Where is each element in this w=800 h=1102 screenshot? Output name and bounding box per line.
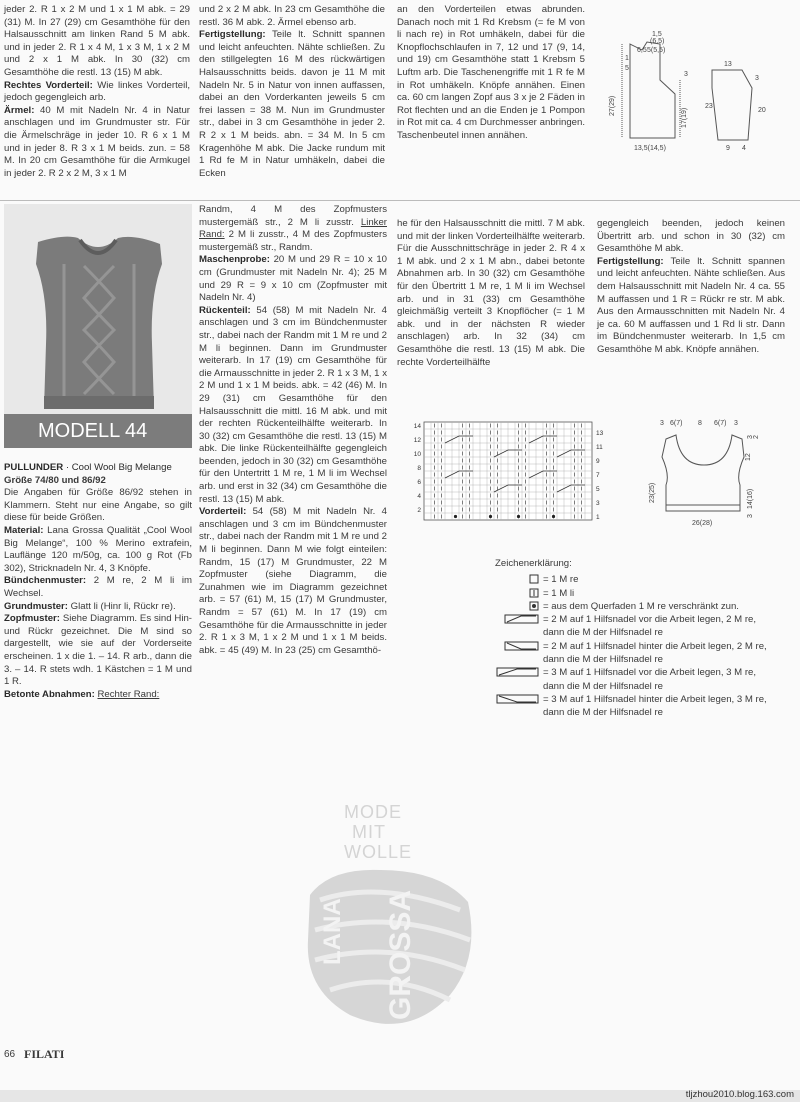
logo-brand-text: LANA [319, 898, 346, 965]
chart-row-label: 2 [417, 507, 421, 514]
logo-text: MODE [344, 802, 402, 822]
dim-label: 20 [758, 107, 766, 114]
chart-row-label: 6 [417, 479, 421, 486]
top-column-3 [397, 4, 585, 143]
empty-square-icon [495, 574, 539, 584]
cable-pattern-chart [408, 418, 613, 528]
dim-label: 14(16) [747, 488, 754, 509]
dim-label: 3 [755, 75, 759, 82]
sleeve-outline [712, 70, 752, 140]
dim-label: 3 [660, 420, 664, 427]
dim-label: 17(19) [681, 107, 688, 128]
dim-label: 5 [625, 65, 629, 72]
magazine-name: FILATI [24, 1047, 65, 1061]
dim-label: 12 [745, 453, 752, 461]
heading: Vorderteil: [199, 506, 247, 518]
symbol-legend [495, 557, 775, 720]
instruction-column-c [397, 218, 585, 369]
heading: Bündchenmuster: [4, 575, 87, 587]
model-subname: · Cool Wool Big Melange [63, 462, 172, 473]
text-block: 20 M und 29 R = 10 x 10 cm (Grundmuster mit Nadeln Nr. 4); 25 M und 29 R = 9 x 10 cm (Zopfmuster mit Nadeln Nr. 4) [199, 254, 387, 304]
legend-item [495, 600, 775, 613]
model-name: PULLUNDER [4, 462, 64, 473]
text-block: 2 M li zusstr., 4 M des Zopfmusters mustergemäß str., Randm. [199, 229, 387, 253]
dim-label: 9 [726, 145, 730, 152]
instruction-column-d [597, 218, 785, 357]
bottom-strip [0, 1090, 800, 1102]
chart-row-label: 12 [413, 437, 421, 444]
logo-brand-text: GROSSA [384, 889, 417, 1020]
heading: Rückenteil: [199, 304, 251, 316]
cable-cross-left-icon [495, 614, 539, 624]
increase-dot [454, 515, 457, 518]
text-block: Wie linkes Vorderteil, jedoch gegengleich arb. [4, 79, 191, 104]
logo-text: WOLLE [344, 842, 413, 862]
chart-row-label: 5 [596, 486, 600, 493]
chart-row-label: 7 [596, 472, 600, 479]
chart-row-label: 10 [413, 451, 421, 458]
dim-label: 4 [742, 145, 746, 152]
instruction-column-b [199, 204, 387, 657]
chart-row-label: 1 [596, 514, 600, 521]
page-number: 66 [4, 1049, 16, 1060]
legend-item [495, 573, 775, 586]
dim-label: 8 [698, 420, 702, 427]
legend-text: = 3 M auf 1 Hilfsnadel vor die Arbeit legen, 3 M re, dann die M der Hilfsnadel re [543, 667, 757, 692]
cable-cross-right-icon [495, 641, 539, 651]
legend-item [495, 613, 775, 640]
heading: Betonte Abnahmen: [4, 688, 95, 700]
dim-label: (6,5) [650, 38, 665, 45]
cable-cross-right-wide-icon [495, 694, 539, 704]
dim-label: 2 [753, 435, 760, 439]
dim-label: 3 [734, 420, 738, 427]
text-block: Siehe Diagramm. Es sind Hin- und Rückr gezeichnet. Die M sind so dargestellt, wie sie auf der Vorderseite erscheinen. 1 x die 1. – 14. R arb., dann die 3. – 14. R stets wdh. 1 Kästchen = 1 M und 1 R. [4, 613, 192, 688]
dim-label: 3 [747, 435, 754, 439]
model-title: MODELL 44 [38, 420, 148, 442]
text-block: 40 M mit Nadeln Nr. 4 in Natur anschlagen und im Grundmuster str. Für die Ärmelschräge in jeder 10. R 6 x 1 M und in jeder 8. R 3 x 1 M beids. zun. = 58 M. In 20 cm Gesamthöhe für die Armkugel in jeder 2. R 2 x 2 M, 3 x 1 M [4, 104, 190, 179]
text-block: Lana Grossa Qualität „Cool Wool Big Melange“, 100 % Merino extrafein, Lauflänge 120 m/50g, ca. 100 g Rot (Fb 302), Stricknadeln Nr. 4, 3 Knöpfe. [4, 524, 192, 574]
text-block: Teile lt. Schnitt spannen und leicht anfeuchten. Nähte schließen. Zu den stillgelegten 16 M des rückwärtigen Halsausschnitts beids. davon je 11 M mit Nadeln Nr. 5 in Natur von innen auffassen, dabei an den Vorderkanten jeweils 5 cm frei lassen = 38 M. Nun im Grundmuster str., dabei in 3 cm Gesamthöhe in jeder 2. R 2 x 1 M beids. abn. = 34 M. In 5 cm Kragenhöhe M abk. Die Jacke rundum mit 1 Rd fe M in Natur umhäkeln, dabei die Ecken [199, 29, 385, 179]
legend-text: = aus dem Querfaden 1 M re verschränkt zun. [543, 600, 739, 612]
section-divider [0, 200, 800, 201]
dim-label: 1 [625, 55, 629, 62]
text-block: 54 (58) M mit Nadeln Nr. 4 anschlagen und 3 cm im Bündchenmuster str., dabei nach der Randm mit 1 M re und 2 M li beginnen. Dann im Grundmuster weiterarb. In 17 (19) cm Gesamthöhe für die Armausschnitte in jeder 2. R 1 x 3 M, 1 x 2 M und 1 x 1 M beids. abk. = 42 (46) M. In 29 (31) cm Gesamthöhe für den Halsausschnitt die mittl. 16 M abk. und mit der rechten Rückenteilhälfte weiterarb. In 30 (32) cm Gesamthöhe die restl. 13 (15) M abk. Die linke Rückenteilhälfte gegengleich beenden, jedoch in 30 (32) cm Gesamthöhe für den Untertritt 1 M re, 1 M li im Wechsel arb. und erst in 32 (34) cm Gesamthöhe die restl. 13 (15) M abk. [199, 304, 387, 505]
heading: Fertigstellung: [199, 29, 266, 41]
chart-row-label: 13 [596, 430, 604, 437]
text-block: Glatt li (Hinr li, Rückr re). [70, 600, 176, 612]
dot-square-icon [495, 601, 539, 611]
dim-label: 6,5 [637, 47, 647, 54]
legend-text: = 2 M auf 1 Hilfsnadel hinter die Arbeit legen, 2 M re, dann die M der Hilfsnadel re [543, 640, 767, 666]
text-block: he für den Halsausschnitt die mittl. 7 M abk. und mit der linken Vorderteilhälfte weiterarb. Für die Ausschnittschräge in jeder 2. R 4 x 1 M abk. und 2 x 1 M abn., dabei betonte Abnahmen arb. In 30 (32) cm Gesamthöhe für den Übertritt 1 M re, 1 M li im Wechsel arb. und in 31 (33) cm Gesamthöhe gleichmäßig verteilt 3 Knopflöcher (= 1 M abk. und in der nächsten R wieder anschlagen) arb. In 32 (34) cm Gesamthöhe die restl. 13 (15) M abk. Die rechte Vorderteilhälfte [397, 218, 585, 368]
model-title-banner [4, 414, 192, 448]
model-size: Größe 74/80 und 86/92 [4, 474, 106, 486]
cable-cross-left-wide-icon [495, 667, 539, 677]
heading: Zopfmuster: [4, 613, 60, 625]
mode-mit-wolle-logo [300, 790, 480, 1050]
model-photo [4, 204, 192, 414]
text-block: gegengleich beenden, jedoch keinen Übertritt arb. und schon in 30 (32) cm Gesamthöhe M abk. [597, 218, 785, 255]
dim-label: 5(5,5) [647, 47, 666, 54]
text-block: jeder 2. R 1 x 2 M und 1 x 1 M abk. = 29 (31) M. In 27 (29) cm Gesamthöhe für den Halsausschnitt am linken Rand 5 M abk. und in jeder 2. R 1 x 4 M, 1 x 3 M, 1 x 2 M und 2 x 1 M abk. In 30 (32) cm Gesamthöhe die restl. 13 (15) M abk. [4, 4, 190, 78]
legend-text: = 1 M li [543, 587, 575, 599]
heading: Grundmuster: [4, 600, 68, 612]
dim-label: 6(7) [670, 420, 683, 427]
dim-label: 27(29) [609, 95, 616, 116]
top-column-2 [199, 4, 385, 180]
text-block: und 2 x 2 M abk. In 23 cm Gesamthöhe die restl. 36 M abk. 2. Ärmel ebenso arb. [199, 4, 385, 28]
legend-text: = 3 M auf 1 Hilfsnadel hinter die Arbeit legen, 3 M re, dann die M der Hilfsnadel re [543, 693, 767, 719]
vest-photo-shape [36, 237, 162, 409]
dim-label: 3 [684, 71, 688, 78]
chart-row-label: 9 [596, 458, 600, 465]
text-block: an den Vorderteilen etwas abrunden. Danach noch mit 1 Rd Krebsm (= fe M von li nach re) in Rot umhäkeln, dabei für die Knopflochschlaufen in 7, 12 und 17 (9, 14, und 19) cm Gesamthöhe statt 1 Krebsm 5 Luftm arb. Die Taschenengriffe mit 1 R fe M in Rot umhäkeln. Knöpfe annähen. Einen ca. 60 cm langen Zopf aus 3 x je 2 Fäden in Rot flechten und an die Enden je 1 Pompon in Rot mit ca. 4 cm Durchmesser anbringen. Taschenbeutel innen annähen. [397, 4, 585, 141]
chart-row-label: 4 [417, 493, 421, 500]
legend-item [495, 693, 775, 720]
dash-square-icon [495, 588, 539, 598]
heading: Fertigstellung: [597, 255, 664, 267]
increase-dot [489, 515, 492, 518]
legend-item [495, 640, 775, 667]
chart-row-label: 11 [596, 444, 603, 451]
legend-text: = 2 M auf 1 Hilfsnadel vor die Arbeit legen, 2 M re, dann die M der Hilfsnadel re [543, 614, 757, 639]
legend-text: = 1 M re [543, 574, 579, 586]
dim-label: 26(28) [692, 520, 713, 527]
dim-label: 13,5(14,5) [634, 145, 666, 152]
dim-label: 1,5 [652, 31, 662, 38]
heading: Ärmel: [4, 104, 35, 116]
vest-schematic [640, 413, 780, 528]
dim-label: 3 [747, 514, 754, 518]
watermark-credit: tljzhou2010.blog.163.com [685, 1089, 794, 1100]
text-block: Teile lt. Schnitt spannen und leicht anfeuchten. Nähte schließen. Aus dem Halsausschnitt mit Nadeln Nr. 4 ca. 55 M auffassen und 1 R = Rückr re str. M abk. Aus den Armausschnitten mit Nadeln Nr. 4 je ca. 60 M auffassen und 1 Rd li str. Dann im Bündchenmuster weiterarb. In 1,5 cm Gesamthöhe M abk. Knöpfe annähen. [597, 255, 785, 355]
dim-label: 23 [705, 103, 713, 110]
dim-label: 13 [724, 61, 732, 68]
heading: Material: [4, 524, 44, 536]
model-column [4, 462, 192, 701]
text-block: Randm, 4 M des Zopfmusters mustergemäß str., 2 M li zusstr. [199, 204, 387, 228]
chart-row-label: 8 [417, 465, 421, 472]
text-block: 2 M re, 2 M li im Wechsel. [4, 575, 192, 599]
text-underlined: Rechter Rand: [97, 688, 160, 700]
legend-item [495, 666, 775, 693]
heading: Rechtes Vorderteil: [4, 79, 93, 91]
heading: Maschenprobe: [199, 254, 270, 266]
legend-item [495, 587, 775, 600]
front-piece-outline [630, 42, 675, 138]
dim-label: 6(7) [714, 420, 727, 427]
text-underlined: Linker Rand: [199, 216, 387, 241]
jacket-schematic [600, 28, 790, 158]
text-block: Die Angaben für Größe 86/92 stehen in Klammern. Steht nur eine Angabe, so gilt diese für beide Größen. [4, 487, 192, 524]
top-column-1 [4, 4, 190, 180]
legend-title: Zeichenerklärung: [495, 558, 572, 569]
text-block: 54 (58) M mit Nadeln Nr. 4 anschlagen und 3 cm im Bündchenmuster str., dabei nach der Randm mit 1 M re und 2 M li beginnen. Dann M wie folgt einteilen: Randm, 15 (17) M Grundmuster, 22 M Zopfmuster (siehe Diagramm, die Zunahmen wie im Diagramm gezeichnet arb. = 57 (61) M, 15 (17) M Grundmuster, Randm = 57 (61) M. In 17 (19) cm Gesamthöhe für die Armausschnitte in jeder 2. R 1 x 3 M, 1 x 2 M und 1 x 1 M beids. abk. = 45 (49) M. In 23 (25) cm Gesamthö- [199, 506, 387, 656]
chart-row-label: 3 [596, 500, 600, 507]
logo-text: MIT [352, 822, 386, 842]
increase-dot [552, 515, 555, 518]
chart-row-label: 14 [413, 423, 421, 430]
dim-label: 23(25) [649, 482, 656, 503]
vest-outline [662, 435, 744, 511]
increase-dot [517, 515, 520, 518]
